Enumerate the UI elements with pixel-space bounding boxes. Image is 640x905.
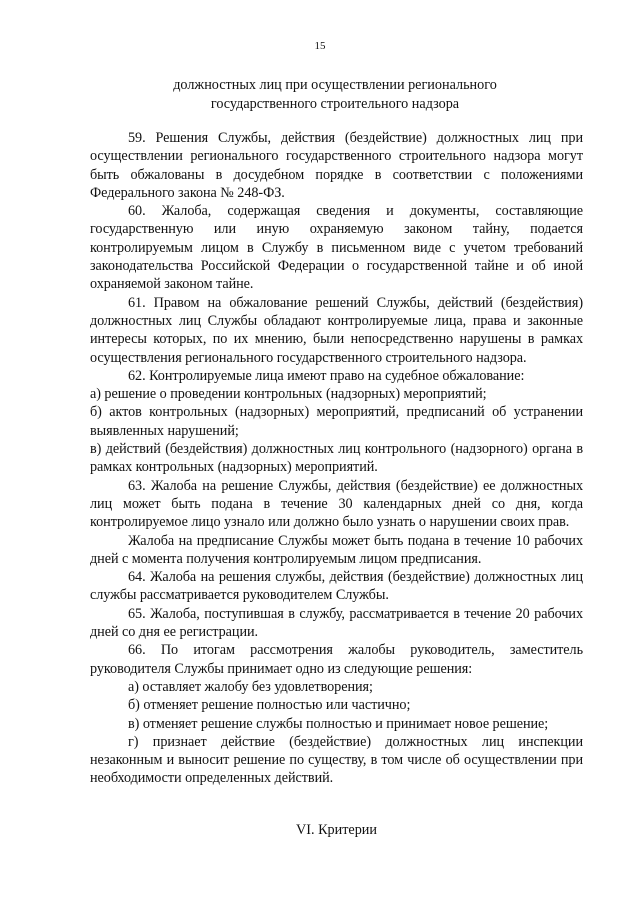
paragraph-60: 60. Жалоба, содержащая сведения и документы, составляющие государственную или иную охраняемую законом тайну, подается контролируемым лицом в Службу в письменном виде с учетом требований законодательства Российской Федерации о государственной тайне и об иной охраняемой законом тайне.	[90, 203, 583, 293]
paragraph-63-continued: Жалоба на предписание Службы может быть подана в течение 10 рабочих дней с момента получения контролируемым лицом предписания.	[90, 532, 583, 567]
section-title: VI. Критерии	[296, 822, 377, 838]
list-item-62c: в) действий (бездействия) должностных лиц контрольного (надзорного) органа в рамках контрольных (надзорных) мероприятий.	[90, 441, 583, 476]
list-item-66b: б) отменяет решение полностью или частично;	[128, 697, 411, 714]
list-item-66d: г) признает действие (бездействие) должностных лиц инспекции незаконным и выносит решение по существу, в том числе об осуществлении при необходимости определенных действий.	[90, 733, 583, 787]
paragraph-64: 64. Жалоба на решения службы, действия (бездействие) должностных лиц службы рассматривается руководителем Службы.	[90, 569, 583, 604]
heading-line-1: должностных лиц при осуществлении регионального	[173, 77, 497, 93]
paragraph-59: 59. Решения Службы, действия (бездействие) должностных лиц при осуществлении регионального государственного строительного надзора могут быть обжалованы в досудебном порядке в соответствии с положениями Федерального закона № 248-ФЗ.	[90, 130, 583, 201]
paragraph-66: 66. По итогам рассмотрения жалобы руководитель, заместитель руководителя Службы принимает одно из следующие решения:	[90, 642, 583, 677]
list-item-62a: а) решение о проведении контрольных (надзорных) мероприятий;	[90, 386, 487, 403]
list-item-66c: в) отменяет решение службы полностью и принимает новое решение;	[128, 715, 549, 732]
list-item-66a: а) оставляет жалобу без удовлетворения;	[128, 678, 373, 695]
paragraph-62: 62. Контролируемые лица имеют право на судебное обжалование:	[128, 367, 525, 384]
paragraph-65: 65. Жалоба, поступившая в службу, рассматривается в течение 20 рабочих дней со дня ее регистрации.	[90, 605, 583, 641]
heading-line-2: государственного строительного надзора	[210, 95, 460, 112]
document-body	[90, 129, 583, 788]
section-heading-continued	[90, 76, 580, 113]
paragraph-63: 63. Жалоба на решение Службы, действия (бездействие) ее должностных лиц может быть подана в течение 30 календарных дней со дня, когда контролируемое лицо узнало или должно было узнать о нарушении своих прав.	[90, 477, 583, 531]
page-number: 15	[314, 40, 326, 52]
list-item-62b: б) актов контрольных (надзорных) мероприятий, предписаний об устранении выявленных нарушений;	[90, 404, 583, 439]
paragraph-61: 61. Правом на обжалование решений Службы, действий (бездействия) должностных лиц Службы обладают контролируемые лица, права и законные интересы которых, по их мнению, были непосредственно нарушены в рамках осуществления регионального государственного строительного надзора.	[90, 294, 583, 366]
